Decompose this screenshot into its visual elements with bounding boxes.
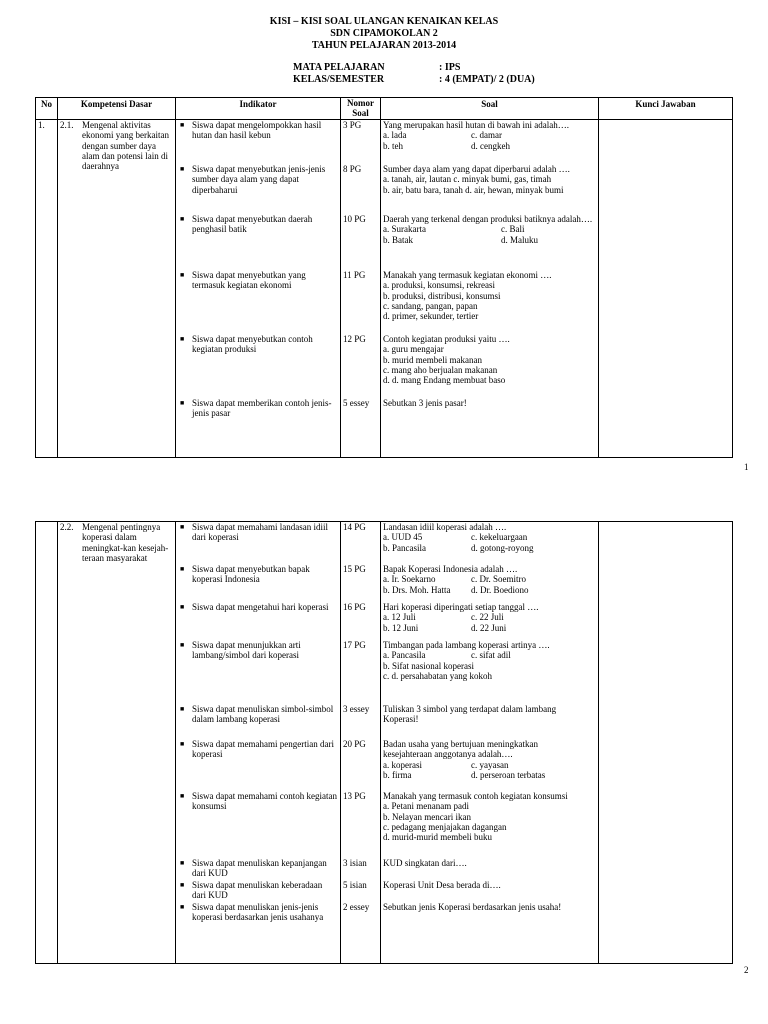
- nomor-soal: 2 essey: [343, 902, 370, 912]
- kompetensi-cell: [58, 522, 176, 964]
- kd-number: 2.1.: [60, 120, 74, 130]
- question-text: Hari koperasi diperingati setiap tanggal ….: [383, 602, 539, 612]
- question-block: [383, 214, 596, 270]
- question-block: [383, 564, 596, 602]
- col-header-kunci: Kunci Jawaban: [599, 98, 733, 120]
- option-line: c. d. persahabatan yang kokoh: [383, 670, 492, 681]
- question-text: Sumber daya alam yang dapat diperbarui adalah ….: [383, 164, 570, 174]
- option-c: c. yayasan: [471, 759, 509, 770]
- bullet-icon: ■: [180, 881, 185, 889]
- indikator-text: Siswa dapat menuliskan simbol-simbol dalam lambang koperasi: [192, 704, 334, 725]
- question-block: [383, 640, 596, 704]
- question-block: [383, 902, 596, 912]
- option-line: b. Sifat nasional koperasi: [383, 660, 474, 671]
- option-line: b. murid membeli makanan: [383, 354, 482, 365]
- question-block: [383, 602, 596, 640]
- option-c: c. Dr. Soemitro: [471, 574, 526, 585]
- table-row: [36, 522, 733, 964]
- bullet-icon: ■: [180, 603, 185, 611]
- bullet-icon: ■: [180, 705, 185, 713]
- question-line: kesejahteraan anggotanya adalah….: [383, 749, 513, 760]
- table-row: [36, 120, 733, 458]
- document-header: [0, 16, 768, 52]
- class-value: : 4 (EMPAT)/ 2 (DUA): [439, 74, 535, 85]
- indikator-text: Siswa dapat mengelompokkan hasil hutan dan hasil kebun: [192, 120, 322, 141]
- nomor-soal: 5 isian: [343, 880, 367, 890]
- option-b: b. 12 Juni: [383, 622, 419, 633]
- subject-row: [293, 62, 535, 74]
- nomor-soal: 3 isian: [343, 858, 367, 868]
- option-line: a. Petani menanam padi: [383, 801, 469, 812]
- col-header-nomor: Nomor Soal: [341, 98, 381, 120]
- bullet-icon: ■: [180, 859, 185, 867]
- col-header-indikator: Indikator: [176, 98, 341, 120]
- kd-text: Mengenal aktivitas ekonomi yang berkaitan dengan sumber daya alam dan potensi lain di daerahnya: [82, 120, 169, 172]
- indikator-cell: [176, 120, 341, 458]
- row-number: [36, 522, 58, 964]
- indikator-text: Siswa dapat memahami landasan idiil dari koperasi: [192, 522, 328, 543]
- question-text: Daerah yang terkenal dengan produksi batiknya adalah….: [383, 214, 593, 224]
- nomor-soal: 12 PG: [343, 334, 366, 344]
- nomor-soal: 14 PG: [343, 522, 366, 532]
- indikator-text: Siswa dapat menyebutkan jenis-jenis sumber daya alam yang dapat diperbaharui: [192, 164, 326, 195]
- nomor-soal: 16 PG: [343, 602, 366, 612]
- question-text: KUD singkatan dari….: [383, 858, 467, 868]
- option-c: c. sifat adil: [471, 650, 511, 661]
- question-text: Sebutkan 3 jenis pasar!: [383, 398, 467, 408]
- option-a: a. 12 Juli: [383, 612, 416, 623]
- question-block: [383, 120, 596, 164]
- option-a: a. Ir. Soekarno: [383, 574, 436, 585]
- kompetensi-cell: [58, 120, 176, 458]
- option-line: b. air, batu bara, tanah d. air, hewan, minyak bumi: [383, 184, 564, 195]
- option-a: a. Surakarta: [383, 224, 426, 235]
- school-year: TAHUN PELAJARAN 2013-2014: [311, 40, 457, 51]
- page-number: 1: [744, 462, 749, 472]
- option-d: d. gotong-royong: [471, 542, 534, 553]
- option-b: b. firma: [383, 769, 412, 780]
- question-text: Manakah yang termasuk kegiatan ekonomi ….: [383, 270, 552, 280]
- option-c: c. Bali: [501, 224, 525, 235]
- option-c: c. damar: [471, 130, 502, 141]
- nomor-soal: 20 PG: [343, 739, 366, 749]
- option-d: d. 22 Juni: [471, 622, 507, 633]
- nomor-soal: 3 PG: [343, 120, 362, 130]
- nomor-soal: 13 PG: [343, 791, 366, 801]
- subject-label: MATA PELAJARAN: [293, 62, 385, 73]
- question-block: [383, 334, 596, 398]
- question-block: [383, 164, 596, 214]
- kunci-cell: [599, 120, 733, 458]
- doc-title: KISI – KISI SOAL ULANGAN KENAIKAN KELAS: [269, 16, 499, 27]
- bullet-icon: ■: [180, 903, 185, 911]
- question-line: Koperasi!: [383, 714, 419, 725]
- bullet-icon: ■: [180, 215, 185, 223]
- indikator-text: Siswa dapat menuliskan jenis-jenis koperasi berdasarkan jenis usahanya: [192, 902, 324, 923]
- indikator-cell: [176, 522, 341, 964]
- indikator-text: Siswa dapat memberikan contoh jenis-jenis pasar: [192, 398, 332, 419]
- question-block: [383, 522, 596, 564]
- question-text: Sebutkan jenis Koperasi berdasarkan jenis usaha!: [383, 902, 562, 912]
- question-text: Landasan idiil koperasi adalah ….: [383, 522, 507, 532]
- bullet-icon: ■: [180, 335, 185, 343]
- option-line: c. sandang, pangan, papan: [383, 300, 478, 311]
- bullet-icon: ■: [180, 121, 185, 129]
- nomor-soal: 8 PG: [343, 164, 362, 174]
- question-block: [383, 858, 596, 880]
- question-text: Yang merupakan hasil hutan di bawah ini adalah….: [383, 120, 570, 130]
- col-header-no: No: [36, 98, 58, 120]
- table-header-row: [36, 98, 733, 120]
- bullet-icon: ■: [180, 792, 185, 800]
- option-line: d. murid-murid membeli buku: [383, 832, 492, 843]
- kd-text: Mengenal pentingnya koperasi dalam meningkat-kan kesejah-teraan masyarakat: [82, 522, 169, 563]
- indikator-text: Siswa dapat menyebutkan bapak koperasi Indonesia: [192, 564, 310, 585]
- indikator-text: Siswa dapat menunjukkan arti lambang/simbol dari koperasi: [192, 640, 301, 661]
- question-block: [383, 704, 596, 739]
- bullet-icon: ■: [180, 399, 185, 407]
- question-text: Koperasi Unit Desa berada di….: [383, 880, 501, 890]
- option-line: b. Nelayan mencari ikan: [383, 811, 471, 822]
- option-a: a. koperasi: [383, 759, 422, 770]
- option-line: c. mang aho berjualan makanan: [383, 364, 498, 375]
- indikator-text: Siswa dapat memahami contoh kegiatan konsumsi: [192, 791, 337, 812]
- option-a: a. Pancasila: [383, 650, 426, 661]
- option-c: c. 22 Juli: [471, 612, 504, 623]
- option-d: d. Maluku: [501, 234, 538, 245]
- indikator-text: Siswa dapat menuliskan kepanjangan dari KUD: [192, 858, 327, 879]
- kd-number: 2.2.: [60, 522, 74, 532]
- question-line: Badan usaha yang bertujuan meningkatkan: [383, 739, 538, 749]
- question-block: [383, 880, 596, 902]
- option-a: a. UUD 45: [383, 532, 423, 543]
- indikator-text: Siswa dapat menyebutkan yang termasuk kegiatan ekonomi: [192, 270, 306, 291]
- option-b: b. Batak: [383, 234, 413, 245]
- bullet-icon: ■: [180, 165, 185, 173]
- col-header-kompetensi: Kompetensi Dasar: [58, 98, 176, 120]
- option-line: a. guru mengajar: [383, 344, 444, 355]
- class-row: [293, 74, 535, 86]
- question-block: [383, 270, 596, 334]
- kisi-table-page1: [35, 97, 733, 458]
- subject-value: : IPS: [439, 62, 461, 73]
- option-line: b. produksi, distribusi, konsumsi: [383, 290, 501, 301]
- nomor-cell: [341, 522, 381, 964]
- document-meta: [293, 62, 535, 86]
- indikator-text: Siswa dapat menuliskan keberadaan dari KUD: [192, 880, 323, 901]
- nomor-soal: 11 PG: [343, 270, 366, 280]
- option-line: a. produksi, konsumsi, rekreasi: [383, 280, 495, 291]
- question-block: [383, 739, 596, 791]
- question-text: Timbangan pada lambang koperasi artinya ….: [383, 640, 550, 650]
- option-line: d. primer, sekunder, tertier: [383, 311, 479, 322]
- option-d: d. perseroan terbatas: [471, 769, 546, 780]
- indikator-text: Siswa dapat menyebutkan daerah penghasil batik: [192, 214, 313, 235]
- indikator-text: Siswa dapat mengetahui hari koperasi: [192, 602, 329, 612]
- page-number: 2: [744, 965, 749, 975]
- bullet-icon: ■: [180, 523, 185, 531]
- school-name: SDN CIPAMOKOLAN 2: [330, 28, 438, 39]
- class-label: KELAS/SEMESTER: [293, 74, 385, 85]
- question-block: [383, 398, 596, 408]
- bullet-icon: ■: [180, 740, 185, 748]
- indikator-text: Siswa dapat memahami pengertian dari koperasi: [192, 739, 334, 760]
- question-block: [383, 791, 596, 858]
- question-text: Contoh kegiatan produksi yaitu ….: [383, 334, 510, 344]
- nomor-soal: 17 PG: [343, 640, 366, 650]
- option-c: c. kekeluargaan: [471, 532, 528, 543]
- option-b: b. Drs. Moh. Hatta: [383, 584, 451, 595]
- kisi-table-page2: [35, 521, 733, 964]
- question-line: Tuliskan 3 simbol yang terdapat dalam lambang: [383, 704, 557, 714]
- option-b: b. teh: [383, 140, 403, 151]
- option-line: a. tanah, air, lautan c. minyak bumi, gas, timah: [383, 174, 552, 185]
- bullet-icon: ■: [180, 565, 185, 573]
- option-line: d. d. mang Endang membuat baso: [383, 375, 506, 386]
- bullet-icon: ■: [180, 641, 185, 649]
- option-a: a. lada: [383, 130, 407, 141]
- option-d: d. cengkeh: [471, 140, 510, 151]
- row-number: 1.: [36, 120, 58, 458]
- option-b: b. Pancasila: [383, 542, 426, 553]
- question-text: Manakah yang termasuk contoh kegiatan konsumsi: [383, 791, 568, 801]
- soal-cell: [381, 120, 599, 458]
- option-d: d. Dr. Boediono: [471, 584, 529, 595]
- option-line: c. pedagang menjajakan dagangan: [383, 821, 507, 832]
- kunci-cell: [599, 522, 733, 964]
- nomor-soal: 15 PG: [343, 564, 366, 574]
- nomor-soal: 5 essey: [343, 398, 370, 408]
- question-text: Bapak Koperasi Indonesia adalah ….: [383, 564, 518, 574]
- nomor-soal: 3 essey: [343, 704, 370, 714]
- bullet-icon: ■: [180, 271, 185, 279]
- indikator-text: Siswa dapat menyebutkan contoh kegiatan produksi: [192, 334, 313, 355]
- soal-cell: [381, 522, 599, 964]
- nomor-cell: [341, 120, 381, 458]
- nomor-soal: 10 PG: [343, 214, 366, 224]
- col-header-soal: Soal: [381, 98, 599, 120]
